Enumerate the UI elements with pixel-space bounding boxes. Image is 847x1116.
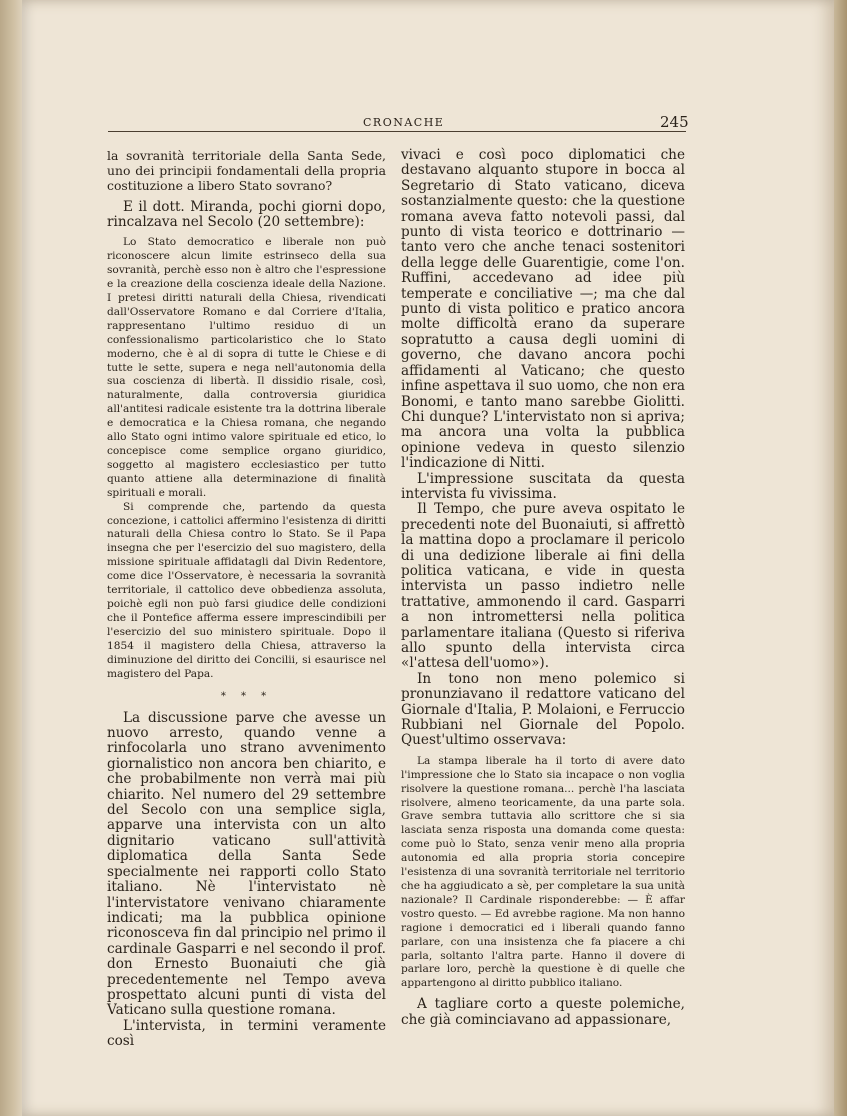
page-number: 245 xyxy=(660,113,689,131)
paragraph: Il Tempo, che pure aveva ospitato le precedenti note del Buonaiuti, si affrettò la mattina dopo a proclamare il pericolo di una dedizione liberale ai fini della politica vaticana, e vide in questa intervista un passo indietro nelle trattative, ammonendo il card. Gasparri a non intromettersi nella politica parlamentare italiana (Questo si riferiva allo spunto della intervista circa «l'attesa dell'uomo»). xyxy=(401,501,685,672)
block-quote: La stampa liberale ha il torto di avere dato l'impressione che lo Stato sia incapace o non voglia risolvere la questione romana... perchè l'ha lasciata risolvere, almeno teoricamente, da una parte sola. Grave sembra tuttavia allo scrittore che si sia lasciata senza risposta una domanda come questa: come può lo Stato, senza venir meno alla propria autonomia ed alla propria storia concepire l'esistenza di una sovranità territoriale nel territorio che ha aggiudicato a sè, per completare la sua unità nazionale? Il Cardinale risponderebbe: — È affar vostro questo. — Ed avrebbe ragione. Ma non hanno ragione i democratici ed i liberali quando fanno parlare, con una insistenza che fa piacere a chi parla, soltanto l'altra parte. Hanno il dovere di parlare loro, perchè la questione è di quelle che appartengono al diritto pubblico italiano. xyxy=(401,754,685,990)
block-quote: Si comprende che, partendo da questa concezione, i cattolici affermino l'esistenza di diritti naturali della Chiesa contro lo Stato. Se il Papa insegna che per l'esercizio del suo magistero, della missione spirituale affidatagli dal Divin Redentore, come dice l'Osservatore, è necessaria la sovranità territoriale, il cattolico deve obbedienza assoluta, poichè egli non può farsi giudice delle condizioni che il Pontefice afferma essere imprescindibili per l'esercizio del suo ministero spirituale. Dopo il 1854 il magistero della Chiesa, attraverso la diminuzione del diritto dei Concilii, si esaurisce nel magistero del Papa. xyxy=(107,500,386,680)
running-head: CRONACHE xyxy=(363,116,445,129)
paragraph: L'impressione suscitata da questa intervista fu vivissima. xyxy=(401,470,685,502)
header-rule xyxy=(108,131,686,132)
section-separator: * * * xyxy=(220,691,273,703)
paragraph: La discussione parve che avesse un nuovo arresto, quando venne a rinfocolarla uno strano avvenimento giornalistico non ancora ben chiarito, e che probabilmente non verrà mai più chiarito. Nel numero del 29 settembre del Secolo con una semplice sigla, apparve una intervista con un alto dignitario vaticano sull'attività diplomatica della Santa Sede specialmente nei rapporti collo Stato italiano. Nè l'intervistato nè l'intervistatore venivano chiaramente indicati; ma la pubblica opinione riconosceva fin dal principio nel primo il cardinale Gasparri e nel secondo il prof. don Ernesto Buonaiuti che già precedentemente nel Tempo aveva prospettato alcuni punti di vista del Vaticano sulla questione romana. xyxy=(107,709,386,1019)
page-edge xyxy=(834,0,847,1116)
paragraph: A tagliare corto a queste polemiche, che già cominciavano ad appassionare, xyxy=(401,996,685,1028)
right-column xyxy=(401,148,685,1028)
paragraph: la sovranità territoriale della Santa Sede, uno dei principii fondamentali della propria costituzione a libero Stato sovrano? xyxy=(107,148,386,194)
paragraph: E il dott. Miranda, pochi giorni dopo, rincalzava nel Secolo (20 settembre): xyxy=(107,198,386,231)
paragraph: In tono non meno polemico si pronunziavano il redattore vaticano del Giornale d'Italia, P. Molaioni, e Ferruccio Rubbiani nel Giornale del Popolo. Quest'ultimo osservava: xyxy=(401,670,685,749)
left-column xyxy=(107,148,386,1050)
block-quote: Lo Stato democratico e liberale non può riconoscere alcun limite estrinseco della sua sovranità, perchè esso non è altro che l'espressione e la creazione della coscienza ideale della Nazione. I pretesi diritti naturali della Chiesa, rivendicati dall'Osservatore Romano e dal Corriere d'Italia, rappresentano l'ultimo residuo di un confessionalismo particolaristico che lo Stato moderno, che è al di sopra di tutte le Chiese e di tutte le sette, supera e nega nell'autonomia della sua coscienza di libertà. Il dissidio risale, così, naturalmente, dalla controversia giuridica all'antitesi radicale esistente tra la dottrina liberale e democratica e la Chiesa romana, che negando allo Stato ogni intimo valore spirituale ed etico, lo concepisce come semplice organo giuridico, soggetto al magistero ecclesiastico per tutto quanto attiene alla determinazione di finalità spirituali e morali. xyxy=(107,236,386,499)
paragraph: L'intervista, in termini veramente così xyxy=(107,1017,386,1050)
binding-edge xyxy=(0,0,22,1116)
paragraph: vivaci e così poco diplomatici che destavano alquanto stupore in bocca al Segretario di Stato vaticano, diceva sostanzialmente questo: che la questione romana aveva fatto notevoli passi, dal punto di vista teorico e dottrinario — tanto vero che anche tenaci sostenitori della legge delle Guarentigie, come l'on. Ruffini, accedevano ad idee più temperate e conciliative —; ma che dal punto di vista politico e pratico ancora molte difficoltà erano da superare sopratutto a causa degli uomini di governo, che davano ancora pochi affidamenti al Vaticano; che questo infine aspettava il suo uomo, che non era Bonomi, e tanto mano sarebbe Giolitti. Chi dunque? L'intervistato non si apriva; ma ancora una volta la pubblica opinione vedeva in questo silenzio l'indicazione di Nitti. xyxy=(401,147,685,472)
